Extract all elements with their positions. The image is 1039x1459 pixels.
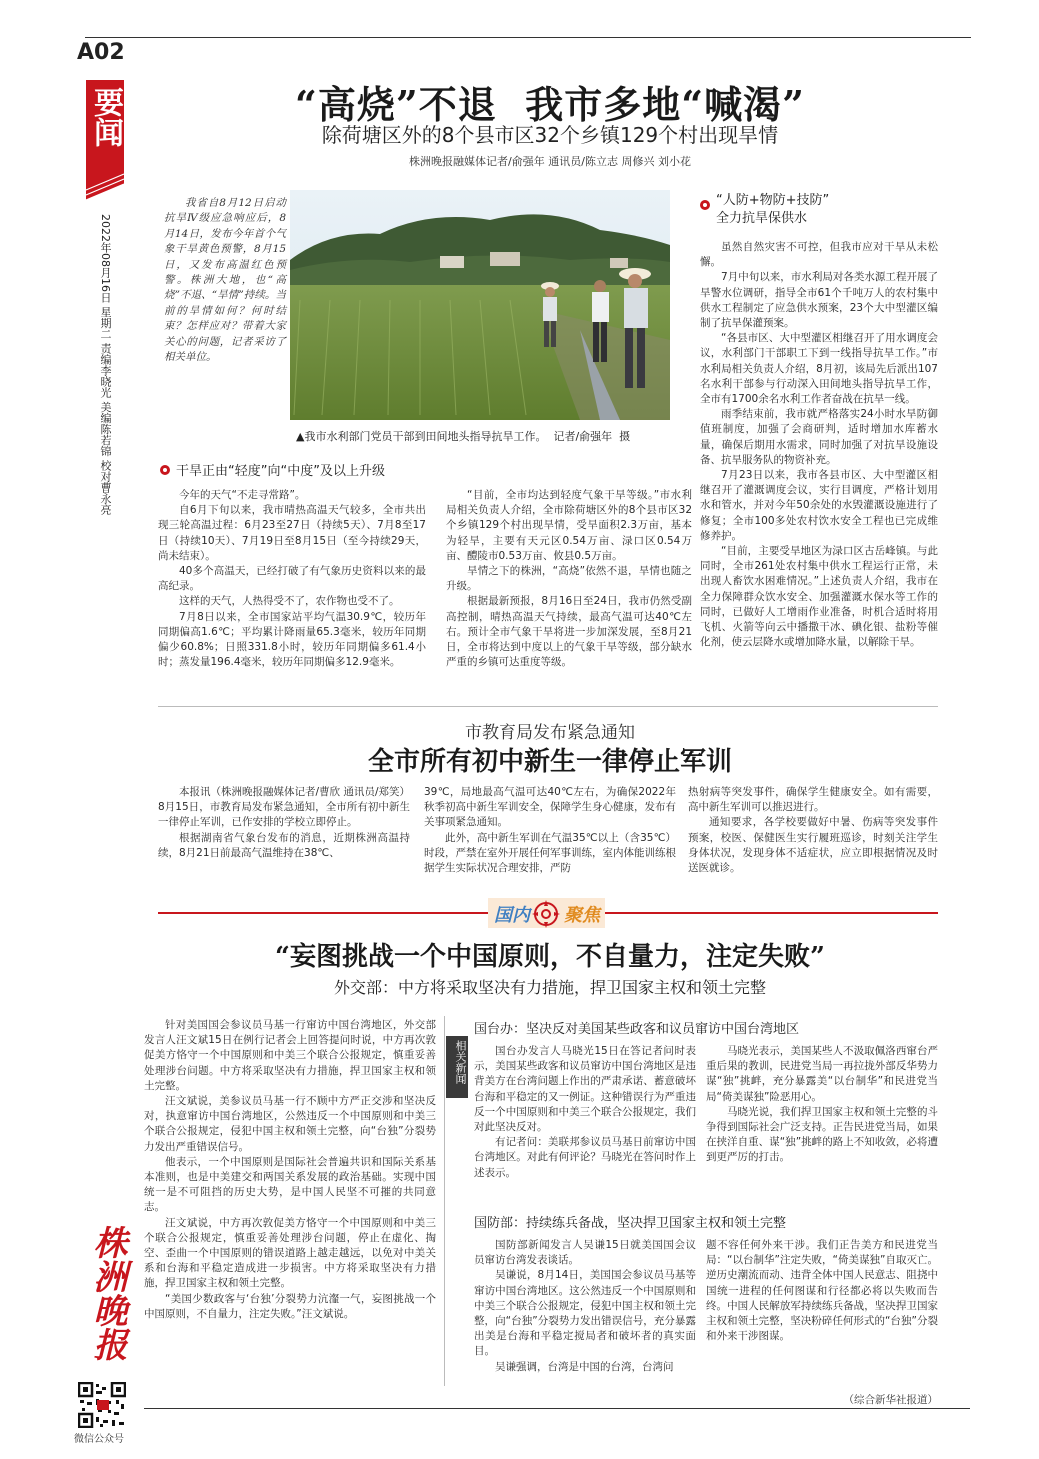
rel1-col1: [474, 1044, 696, 1181]
banner-rule-right: [605, 912, 938, 914]
page-number: A02: [77, 40, 125, 65]
paragraph: 旱情之下的株洲，“高烧”依然不退，旱情也随之升级。: [446, 565, 692, 593]
paragraph: 汪文斌说，美参议员马基一行不顾中方严正交涉和坚决反对，执意窜访中国台湾地区，公然违反一个中国原则和中美三个联合公报规定，侵犯中国主权和领土完整，向“台独”分裂势力发出严重错误信号。: [144, 1095, 436, 1153]
section2-head: [700, 192, 829, 228]
bullet-ring-icon: [700, 200, 710, 210]
rel1-col2: [706, 1044, 938, 1166]
paragraph: 根据湖南省气象台发布的消息，近期株洲高温持续，8月21日前最高气温维持在38℃、: [158, 831, 410, 859]
paragraph: 39℃，局地最高气温可达40℃左右，为确保2022年秋季初高中新生军训安全，保障学生身心健康，发布有关事项紧急通知。: [424, 786, 676, 829]
paragraph: 根据最新预报，8月16日至24日，我市仍然受副高控制，晴热高温天气持续，最高气温可达40℃左右。预计全市气象干旱将进一步加深发展，至8月21日，全市将达到中度以上的气象干旱等级，部分缺水严重的乡镇可达重度等级。: [446, 595, 692, 669]
qr-code: [78, 1382, 126, 1428]
photo-field-inspection: [290, 190, 670, 420]
story3-title: “妄图挑战一个中国原则，不自量力，注定失败”: [275, 942, 825, 972]
compass-icon: [532, 900, 560, 928]
section1-head: [160, 460, 385, 479]
section2-head-text: “人防+物防+技防” 全力抗旱保供水: [716, 193, 830, 226]
story1-byline: 株洲晚报融媒体记者/俞强年 通讯员/陈立志 周修兴 刘小花: [409, 155, 691, 168]
paragraph: “目前，主要受旱地区为渌口区古岳峰镇。与此同时，全市261处农村集中供水工程运行正常，未出现人畜饮水困难情况。”上述负责人介绍，我市在全力保障群众饮水安全、加强灌溉水保水等工作的同时，已做好人工增雨作业准备，时机合适时将用飞机、火箭等向云中播撒干冰、碘化银、盐粉等催化剂，使云层降水或增加降水量，以解除干旱。: [700, 545, 938, 649]
banner-rule-left: [158, 912, 488, 914]
banner-left: 国内: [494, 905, 530, 926]
paragraph: 国台办发言人马晓光15日在答记者问时表示，美国某些政客和议员窜访中国台湾地区是违背美方在台湾问题上作出的严肃承诺、蓄意破坏台海和平稳定的又一例证。这种错误行为严重违反一个中国原则和中美三个联合公报规定，我们对此坚决反对。: [474, 1045, 696, 1134]
story2-col3: [688, 785, 938, 876]
paragraph: 今年的天气“不走寻常路”。: [179, 489, 306, 501]
photo-caption: ▲我市水利部门党员干部到田间地头指导抗旱工作。 记者/俞强年 摄: [296, 430, 631, 443]
paragraph: 吴谦强调，台湾是中国的台湾，台湾问: [495, 1360, 674, 1373]
section1-col2: [446, 488, 692, 670]
story3-col1: [144, 1018, 436, 1322]
paragraph: 他表示，一个中国原则是国际社会普遍共识和国际关系基本准则，也是中美建交和两国关系发展的政治基础。实现中国统一是不可阻挡的历史大势，是中国人民坚不可摧的共同意志。: [144, 1155, 436, 1214]
top-rule: [85, 37, 971, 38]
paragraph: 马晓光表示，美国某些人不汲取佩洛西窜台严重后果的教训，民进党当局一再拉拢外部反华势力谋“独”挑衅，充分暴露美“以台制华”和民进党当局“倚美谋独”险恶用心。: [706, 1045, 938, 1103]
paragraph: 通知要求，各学校要做好中暑、伤病等突发事件预案，校医、保健医生实行履班巡诊，时刻关注学生身体状况，发现身体不适症状，应立即根据情况及时送医就诊。: [688, 816, 938, 875]
section2-col: [700, 240, 938, 650]
paragraph: “美国少数政客与‘台独’分裂势力沆瀣一气，妄图挑战一个中国原则，不自量力，注定失败。”汪文斌说。: [144, 1292, 436, 1320]
story3-subtitle: 外交部：中方将采取坚决有力措施，捍卫国家主权和领土完整: [333, 978, 766, 997]
section-tag-label: 要闻: [88, 87, 123, 147]
story1-lead: 我省自8月12日启动抗旱Ⅳ级应急响应后，8月14日，发布今年首个气象干旱黄色预警，8月15日，又发布高温红色预警。株洲大地，也“高烧”不退、“旱情”持续。当前的旱情如何？何时结束？怎样应对？带着大家关心的问题，记者采访了相关单位。: [164, 197, 286, 364]
paragraph: 吴谦说，8月14日，美国国会参议员马基等窜访中国台湾地区。这公然违反一个中国原则和中美三个联合公报规定，侵犯中国主权和领土完整，向“台独”分裂势力发出错误信号，充分暴露出美是台海和平稳定搅局者和破坏者的真实面目。: [474, 1269, 696, 1358]
rel2-col1: [474, 1238, 696, 1375]
paragraph: 题不容任何外来干涉。我们正告美方和民进党当局：“以台制华”注定失败，“倚美谋独”自取灭亡。逆历史潮流而动、违背全体中国人民意志、阻挠中国统一进程的任何图谋和行径都必将以失败而告终。中国人民解放军持续练兵备战，坚决捍卫国家主权和领土完整，坚决粉碎任何形式的“台独”分裂和外来干涉图谋。: [706, 1239, 938, 1343]
paragraph: 7月中旬以来，市水利局对各类水源工程开展了旱警水位调研，指导全市61个千吨万人的农村集中供水工程制定了应急供水预案，23个大中型灌区编制了抗旱保灌预案。: [700, 271, 938, 330]
paragraph: “目前，全市均达到轻度气象干旱等级。”市水利局相关负责人介绍，全市除荷塘区外的8个县市区32个乡镇129个村出现旱情，受旱面积2.3万亩，基本为轻旱，主要有天元区0.54万亩、渌口区0.54万亩、醴陵市0.53万亩、攸县0.5万亩。: [446, 489, 692, 562]
story2-col2: [424, 785, 676, 876]
bottom-rule: [144, 1408, 970, 1409]
paragraph: 虽然自然灾害不可控，但我市应对干旱从未松懈。: [700, 241, 938, 269]
divider: [158, 706, 938, 707]
rel1-head: 国台办：坚决反对美国某些政客和议员窜访中国台湾地区: [474, 1022, 800, 1037]
paragraph: 7月8日以来，全市国家站平均气温30.9℃，较历年同期偏高1.6℃；平均累计降雨量65.3毫米，较历年同期偏少60.8%；日照331.8小时，较历年同期偏多61.4小时；蒸发量196.4毫米，较历年同期偏多12.9毫米。: [158, 610, 426, 669]
paragraph: 40多个高温天，已经打破了有气象历史资料以来的最高纪录。: [158, 565, 426, 593]
section-tag-stripes: [86, 160, 124, 220]
story2-col1: [158, 785, 410, 861]
story1-subtitle: 除荷塘区外的8个县市区32个乡镇129个村出现旱情: [321, 123, 779, 147]
paragraph: “各县市区、大中型灌区相继召开了用水调度会议，水利部门干部职工下到一线指导抗旱工作。”市水利局相关负责人介绍，8月初，该局先后派出107名水利干部参与行动深入田间地头指导抗旱工作，全市有1700余名水利工作者奋战在抗旱一线。: [700, 332, 938, 406]
paragraph: 这样的天气，人热得受不了，农作物也受不了。: [179, 595, 400, 608]
paragraph: 马晓光说，我们捍卫国家主权和领土完整的斗争得到国际社会广泛支持。正告民进党当局，如果在挟洋自重、谋“独”挑衅的路上不知收敛，必将遭到更严厉的打击。: [706, 1105, 938, 1164]
rel2-head: 国防部：持续练兵备战，坚决捍卫国家主权和领土完整: [474, 1216, 787, 1231]
paragraph: 雨季结束前，我市就严格落实24小时水旱防御值班制度，加强了会商研判，适时增加水库蓄水量，确保后期用水需求，同时加强了对抗旱设施设备、抗旱服务队的物资补充。: [700, 408, 938, 466]
banner-right: 聚焦: [564, 905, 600, 926]
section1-head-text: 干旱正由“轻度”向“中度”及以上升级: [176, 464, 385, 479]
paragraph: 国防部新闻发言人吴谦15日就美国国会议员窜访台湾发表谈话。: [474, 1239, 696, 1267]
paragraph: 7月23日以来，我市各县市区、大中型灌区相继召开了灌溉调度会议，实行目调度，严格计划用水和管水，并对今年50余处的水毁灌溉设施进行了修复；全市100多处农村饮水安全工程也已完成维修养护。: [700, 469, 938, 542]
story3-credit: （综合新华社报道）: [843, 1394, 938, 1406]
bullet-ring-icon: [160, 465, 170, 475]
masthead-logo: 株洲晚报: [87, 1225, 127, 1361]
paragraph: 热射病等突发事件，确保学生健康安全。如有需要，高中新生军训可以推迟进行。: [688, 786, 938, 814]
paragraph: 此外，高中新生军训在气温35℃以上（含35℃）时段，严禁在室外开展任何军事训练，室内体能训练根据学生实际状况合理安排，严防: [424, 831, 676, 875]
rel2-col2: [706, 1238, 938, 1344]
related-news-tag-label: 相关新闻: [454, 1040, 467, 1084]
section1-col1: [158, 488, 426, 670]
story2-title: 全市所有初中新生一律停止军训: [367, 747, 732, 777]
qr-caption: 微信公众号: [74, 1434, 124, 1445]
paragraph: 有记者问：美联邦参议员马基日前窜访中国台湾地区。对此有何评论？马晓光在答问时作上述表示。: [474, 1136, 696, 1179]
story2-kicker: 市教育局发布紧急通知: [465, 723, 635, 743]
paragraph: 针对美国国会参议员马基一行窜访中国台湾地区，外交部发言人汪文斌15日在例行记者会上回答提问时说，中方再次敦促美方恪守一个中国原则和中美三个联合公报规定，慎重妥善处理涉台问题。中方将采取坚决有力措施，捍卫国家主权和领土完整。: [144, 1019, 436, 1092]
story1-title: “高烧”不退 我市多地“喊渴”: [295, 82, 805, 127]
paragraph: 本报讯（株洲晚报融媒体记者/曹欣 通讯员/郑笑）8月15日，市教育局发布紧急通知，全市所有初中新生一律停止军训，已作安排的学校立即停止。: [158, 786, 410, 829]
date-line: 2022年08月16日 星期二 责编李晓光 美编陈若锦 校对曹永亮: [99, 214, 112, 515]
paragraph: 汪文斌说，中方再次敦促美方恪守一个中国原则和中美三个联合公报规定，慎重妥善处理涉台问题，停止在虚化、掏空、歪曲一个中国原则的错误道路上越走越远，以免对中美关系和台海和平稳定造成进一步损害。中方将采取坚决有力措施，捍卫国家主权和领土完整。: [144, 1216, 436, 1290]
paragraph: 自6月下旬以来，我市晴热高温天气较多，全市共出现三轮高温过程：6月23至27日（持续5天）、7月8至17日（持续10天）、7月19日至8月15日（至今持续29天，尚未结束）。: [158, 504, 426, 562]
